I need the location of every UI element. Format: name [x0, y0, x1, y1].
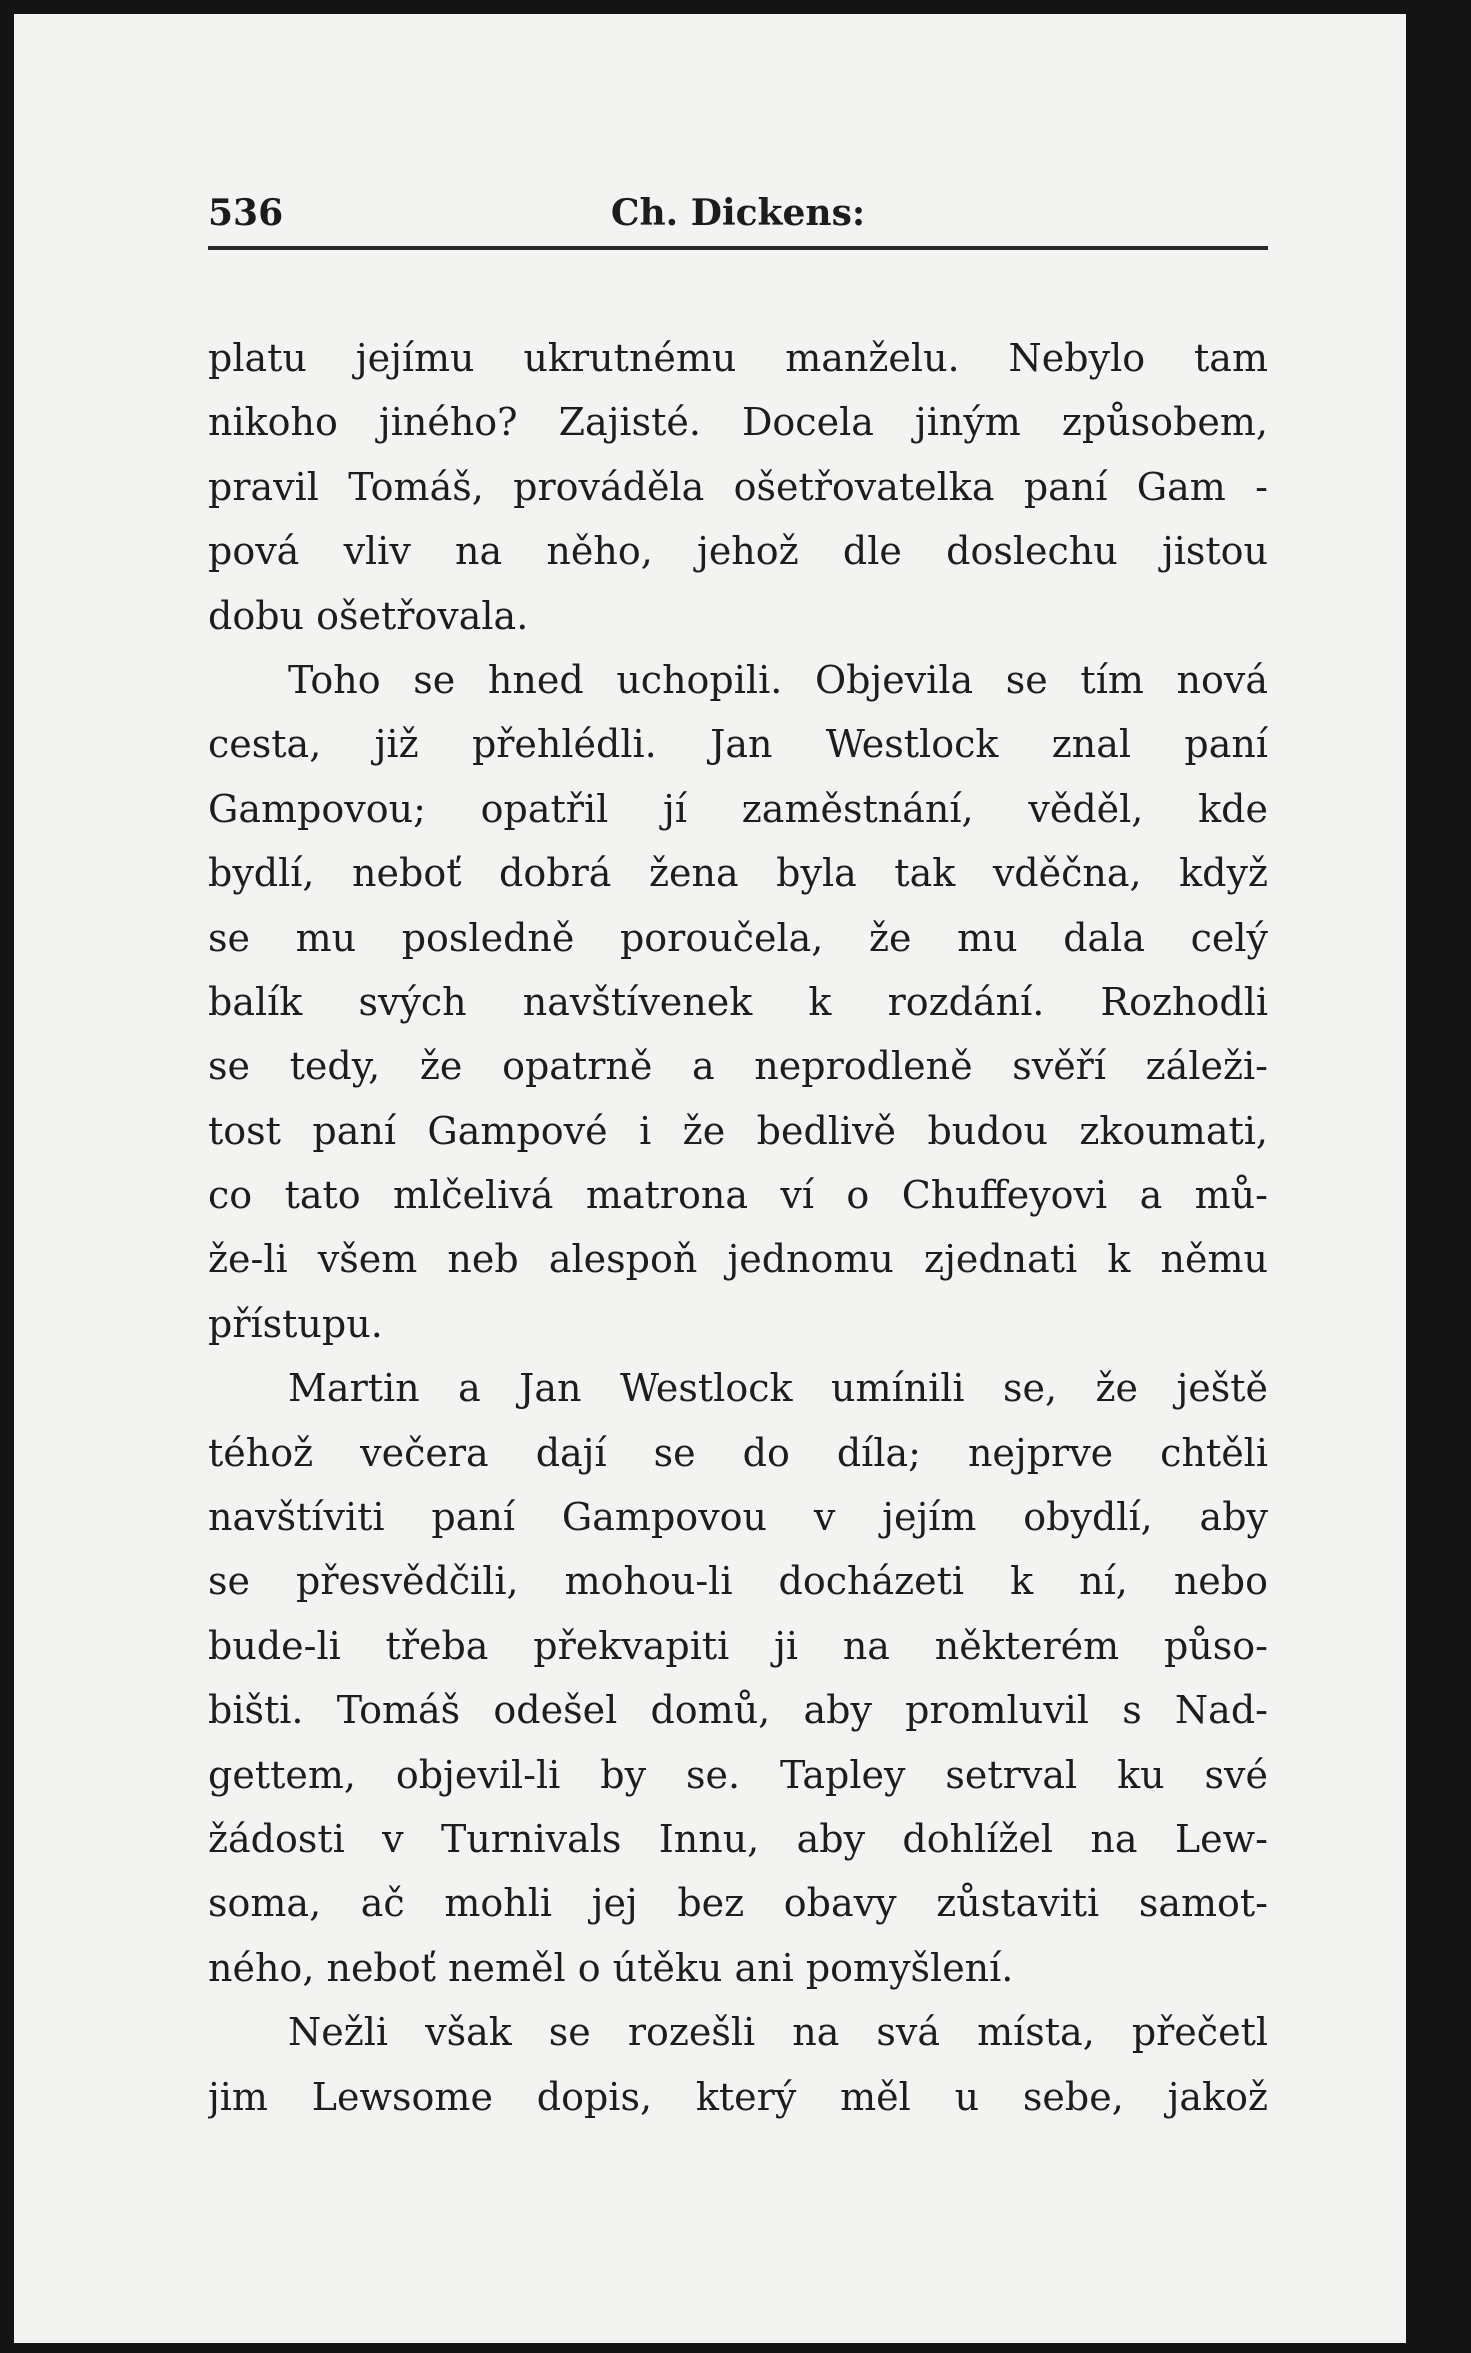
text-line: co tato mlčelivá matrona ví o Chuffeyovi a mů- — [208, 1173, 1268, 1218]
text-line: tost paní Gampové i že bedlivě budou zkoumati, — [208, 1108, 1268, 1153]
text-line: že-li všem neb alespoň jednomu zjednati k němu — [208, 1237, 1268, 1282]
header-rule — [208, 246, 1268, 250]
book-page — [14, 14, 1406, 2343]
text-line: se mu posledně poroučela, že mu dala celý — [208, 915, 1268, 960]
text-line: soma, ač mohli jej bez obavy zůstaviti samot- — [208, 1881, 1268, 1926]
text-line: Gampovou; opatřil jí zaměstnání, věděl, kde — [208, 786, 1268, 831]
text-line: dobu ošetřovala. — [208, 593, 529, 638]
text-line: bydlí, neboť dobrá žena byla tak vděčna, když — [208, 851, 1268, 896]
text-line: Toho se hned uchopili. Objevila se tím nová — [288, 657, 1268, 702]
running-title: Ch. Dickens: — [610, 192, 866, 234]
page-number: 536 — [208, 192, 284, 234]
text-line: pová vliv na něho, jehož dle doslechu jistou — [208, 529, 1268, 574]
text-line: balík svých navštívenek k rozdání. Rozhodli — [208, 979, 1268, 1024]
text-line: se přesvědčili, mohou-li docházeti k ní, nebo — [208, 1559, 1268, 1604]
text-line: navštíviti paní Gampovou v jejím obydlí, aby — [208, 1495, 1268, 1540]
text-line: bude-li třeba překvapiti ji na některém půso- — [208, 1623, 1268, 1668]
text-line: cesta, již přehlédli. Jan Westlock znal paní — [208, 722, 1268, 767]
body-text — [208, 326, 1268, 2129]
text-line: jim Lewsome dopis, který měl u sebe, jakož — [208, 2074, 1268, 2119]
text-line: přístupu. — [208, 1301, 383, 1346]
text-line: se tedy, že opatrně a neprodleně svěří záleži- — [208, 1044, 1268, 1089]
text-line: Nežli však se rozešli na svá místa, přečetl — [288, 2010, 1268, 2055]
text-line: pravil Tomáš, prováděla ošetřovatelka paní Gam - — [208, 464, 1268, 509]
text-line: Martin a Jan Westlock umínili se, že ještě — [288, 1366, 1268, 1411]
text-line: téhož večera dají se do díla; nejprve chtěli — [208, 1430, 1268, 1475]
text-line: bišti. Tomáš odešel domů, aby promluvil s Nad- — [208, 1688, 1268, 1733]
text-line: ného, neboť neměl o útěku ani pomyšlení. — [208, 1945, 1014, 1990]
page-header — [208, 192, 1268, 252]
text-line: gettem, objevil-li by se. Tapley setrval ku své — [208, 1752, 1268, 1797]
text-line: platu jejímu ukrutnému manželu. Nebylo tam — [208, 336, 1268, 380]
text-line: žádosti v Turnivals Innu, aby dohlížel na Lew- — [208, 1816, 1268, 1861]
text-line: nikoho jiného? Zajisté. Docela jiným způsobem, — [208, 400, 1268, 445]
